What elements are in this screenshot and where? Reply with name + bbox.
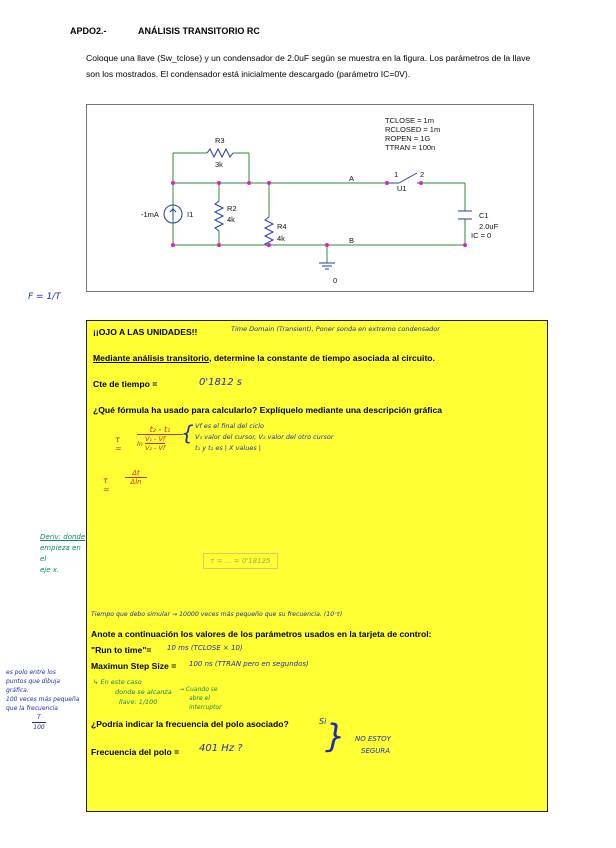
param-ropen: ROPEN = 1G [385, 134, 431, 143]
node-a-label: A [349, 174, 355, 183]
switch-pin1: 1 [394, 170, 399, 179]
intro-paragraph: Coloque una llave (Sw_tclose) y un condensador de 2.0uF según se muestra en la figura. Los parámetros de la llave son los mostrados. El condensador está inicialmente descargado (parámetro IC=0V). [86, 53, 531, 79]
formula-explanation: Vf es el final del ciclo V₁ valor del cursor, V₂ valor del otro cursor t₁ y t₂ es | X values | [195, 422, 334, 452]
case-note: ↳ En este caso donde se alcanza llave: 1/100 [93, 678, 172, 706]
switch-label: U1 [397, 184, 407, 193]
units-warning-note: Time Domain (Transient), Poner sonda en extremo condensador [231, 325, 440, 333]
pole-frequency-value: 401 Hz ? [199, 743, 243, 754]
faint-calculation: τ = … = 0'18125 [203, 553, 278, 569]
run-to-time-label: "Run to time"= [91, 645, 152, 655]
question-time-constant: Mediante análisis transitorio, determine la constante de tiempo asociada al circuito. [93, 353, 435, 363]
source-label: I1 [187, 210, 194, 219]
answer-box: ¡¡OJO A LAS UNIDADES!! Time Domain (Transient), Poner sonda en extremo condensador Mediante análisis transitorio, determine la constante de tiempo asociada al circuito. Cte de tiempo = 0'1812 s ¿Qué fórmula ha usado para calcularlo? Explíquelo mediante una descripción gráfica τ = t₂ - t₁ ln V₁ - Vf V₂ - Vf { Vf es el final del ciclo V₁ valor del cursor, V₂ valor del otro cursor t₁ y t₂ es | X values | τ = Δt Δln τ = … = 0'18125 Tiempo que debo simular → 10000 veces más pequeño que su frecuencia. (10·τ) Anote a continuación los valores de los parámetros usados en la tarjeta de control: "Run to time"= 10 ms (TCLOSE × 10) Maximun Step Size = 100 ns (TTRAN pero en segundos) ↳ En este caso donde se alcanza llave: 1/100 → Cuando se abre el interruptor ¿Podría indicar la frecuencia del polo asociado? Si Frecuencia del polo = 401 Hz ? } NO ESTOY SEGURA [86, 320, 548, 812]
r4-label: R4 [277, 222, 287, 231]
question-parameters: Anote a continuación los valores de los parámetros usados en la tarjeta de control: [91, 629, 432, 639]
switch-note: → Cuando se abre el interruptor [179, 686, 222, 711]
cte-value: 0'1812 s [199, 377, 242, 388]
param-tclose: TCLOSE = 1m [385, 116, 434, 125]
r2-label: R2 [227, 204, 237, 213]
circuit-figure [86, 104, 534, 292]
cte-label: Cte de tiempo = [93, 379, 158, 389]
question-pole-frequency: ¿Podría indicar la frecuencia del polo asociado? [91, 719, 289, 729]
param-rclosed: RCLOSED = 1m [385, 125, 441, 134]
margin-formula: F = 1/T [28, 292, 61, 302]
capacitor-ic: IC = 0 [471, 231, 492, 240]
pole-answer: Si [319, 717, 327, 726]
max-step-value: 100 ns (TTRAN pero en segundos) [189, 660, 309, 668]
r4-value: 4k [277, 234, 285, 243]
section-code: APDO2.- [70, 26, 107, 36]
units-warning: ¡¡OJO A LAS UNIDADES!! [93, 327, 198, 337]
circuit-schematic [87, 105, 533, 291]
r3-label: R3 [215, 136, 225, 145]
brace-right-icon: } [325, 717, 346, 755]
brace-icon: { [181, 421, 194, 445]
capacitor-label: C1 [479, 211, 489, 220]
margin-deriv-note: Deriv: donde empieza en el eje x. [40, 533, 86, 574]
unsure-note: NO ESTOY SEGURA [355, 735, 391, 755]
r3-value: 3k [215, 160, 223, 169]
node-b-label: B [349, 236, 355, 245]
question-formula: ¿Qué fórmula ha usado para calcularlo? Explíquelo mediante una descripción gráfica [93, 405, 443, 415]
pole-frequency-label: Frecuencia del polo = [91, 747, 180, 757]
capacitor-value: 2.0uF [479, 222, 499, 231]
param-ttran: TTRAN = 100n [385, 143, 436, 152]
run-to-time-value: 10 ms (TCLOSE × 10) [167, 644, 243, 652]
simulation-note: Tiempo que debo simular → 10000 veces más pequeño que su frecuencia. (10·τ) [91, 611, 343, 618]
max-step-label: Maximun Step Size = [91, 661, 177, 671]
ground-label: 0 [333, 276, 338, 285]
margin-polo-note: es polo entre los puntos que dibuja gráfica. 100 veces más pequeña que la frecuencia T 100 [6, 669, 80, 731]
source-value: -1mA [141, 210, 159, 219]
switch-pin2: 2 [420, 170, 425, 179]
section-title: ANÁLISIS TRANSITORIO RC [138, 26, 260, 36]
r2-value: 4k [227, 215, 235, 224]
